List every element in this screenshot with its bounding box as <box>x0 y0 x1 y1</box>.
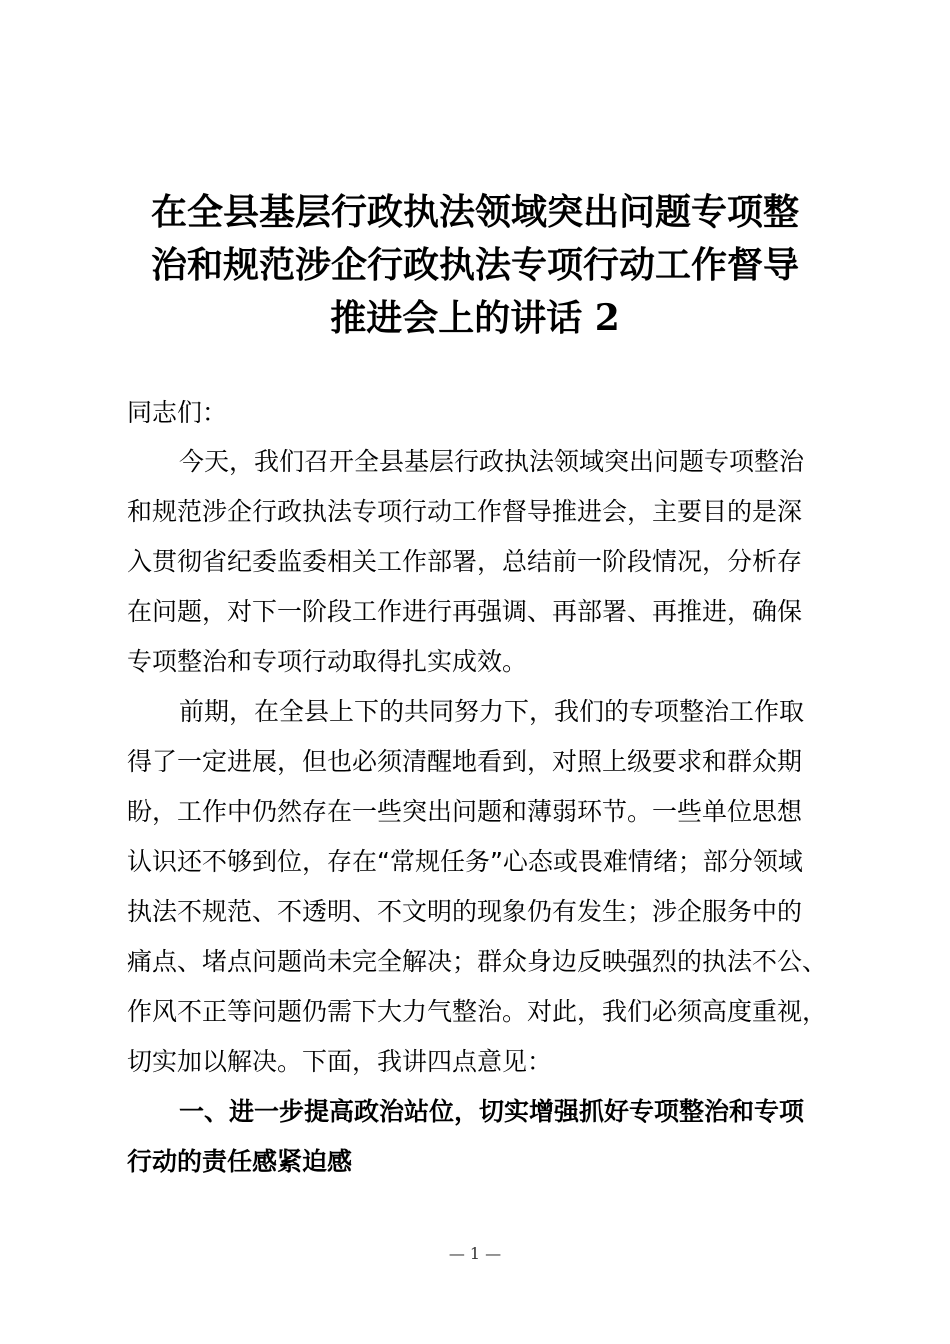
title-line-2: 治和规范涉企行政执法专项行动工作督导 <box>150 244 799 286</box>
paragraph-1-line: 在问题，对下一阶段工作进行再强调、再部署、再推进，确保 <box>127 597 803 626</box>
paragraph-2-line: 认识还不够到位，存在“常规任务”心态或畏难情绪；部分领域 <box>127 847 803 876</box>
paragraph-2-line: 前期，在全县上下的共同努力下，我们的专项整治工作取 <box>179 697 805 726</box>
salutation-text: 同志们： <box>127 398 228 427</box>
title-line-3: 推进会上的讲话 2 <box>330 297 620 339</box>
salutation <box>127 388 847 438</box>
paragraph-2-line: 作风不正等问题仍需下大力气整治。对此，我们必须高度重视， <box>127 997 828 1026</box>
paragraph-1-line: 今天，我们召开全县基层行政执法领域突出问题专项整治 <box>179 447 805 476</box>
page-number: — 1 — <box>448 1244 502 1263</box>
paragraph-1-line: 和规范涉企行政执法专项行动工作督导推进会，主要目的是深 <box>127 497 803 526</box>
section-heading-line: 一、进一步提高政治站位，切实增强抓好专项整治和专项 <box>179 1097 805 1126</box>
paragraph-2-line: 得了一定进展，但也必须清醒地看到，对照上级要求和群众期 <box>127 747 803 776</box>
section-heading-1 <box>127 1087 847 1187</box>
paragraph-2-line: 执法不规范、不透明、不文明的现象仍有发生；涉企服务中的 <box>127 897 803 926</box>
paragraph-1-line: 入贯彻省纪委监委相关工作部署，总结前一阶段情况，分析存 <box>127 547 803 576</box>
document-title <box>110 186 840 345</box>
title-line-1: 在全县基层行政执法领域突出问题专项整 <box>150 191 799 233</box>
paragraph-2 <box>127 687 847 1087</box>
paragraph-1 <box>127 437 847 687</box>
paragraph-2-line: 切实加以解决。下面，我讲四点意见： <box>127 1047 553 1076</box>
paragraph-2-line: 盼，工作中仍然存在一些突出问题和薄弱环节。一些单位思想 <box>127 797 803 826</box>
paragraph-1-line: 专项整治和专项行动取得扎实成效。 <box>127 647 528 676</box>
paragraph-2-line: 痛点、堵点问题尚未完全解决；群众身边反映强烈的执法不公、 <box>127 947 828 976</box>
section-heading-line: 行动的责任感紧迫感 <box>127 1147 353 1176</box>
